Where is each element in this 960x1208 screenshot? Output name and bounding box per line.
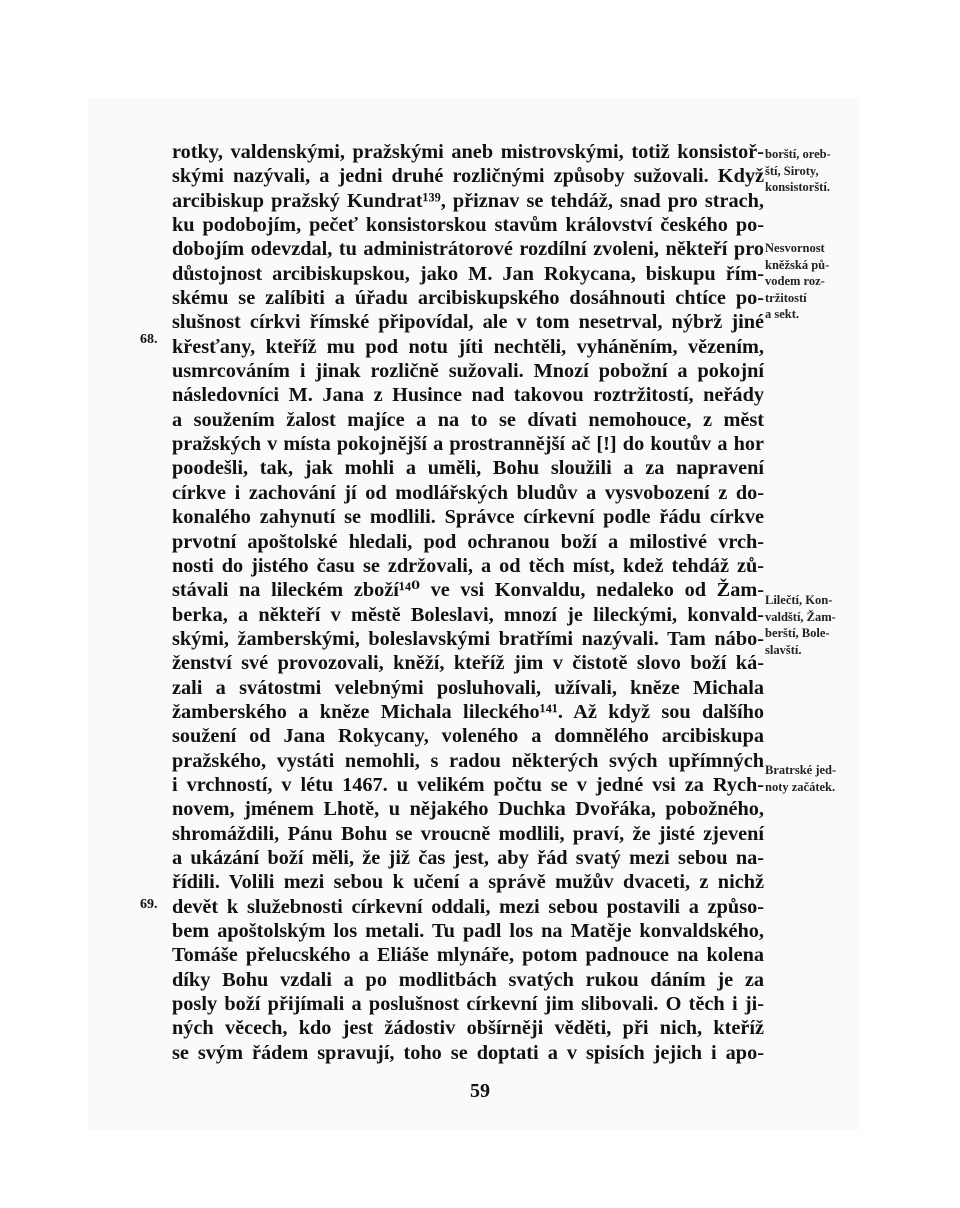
text-line: bem apoštolským los metali. Tu padl los na Matěje konvaldského,	[172, 920, 764, 942]
margin-note-line: Bratrské jed-	[765, 763, 837, 777]
text-line: skými, žamberskými, boleslavskými bratřími nazývali. Tam nábo-	[172, 627, 764, 650]
margin-note-line: konsistorští.	[765, 180, 830, 194]
text-line: dobojím odevzdal, tu administrátorové rozdílní zvoleni, někteří pro	[172, 238, 764, 261]
text-line: zali a svátostmi velebnými posluhovali, užívali, kněze Michala	[172, 676, 764, 699]
text-line: a ukázání boží měli, že již čas jest, aby řád svatý mezi sebou na-	[172, 846, 764, 869]
margin-note-line: slavští.	[765, 642, 802, 657]
text-line: soužení od Jana Rokycany, voleného a domnělého arcibiskupa	[172, 725, 764, 748]
text-line: ženství své provozovali, kněží, kteříž jim v čistotě slovo boží ká-	[172, 652, 764, 675]
text-line: rotky, valdenskými, pražskými aneb mistrovskými, totiž konsistoř-	[172, 141, 764, 163]
text-line: berka, a někteří v městě Boleslavi, mnozí je lileckými, konvald-	[172, 603, 764, 626]
text-line: devět k služebnosti církevní oddali, mezi sebou postavili a způso-	[172, 895, 764, 918]
margin-note-4	[765, 762, 865, 795]
margin-note-line: tržitostí	[765, 290, 807, 305]
margin-note-3	[765, 592, 865, 658]
text-line: konalého zahynutí se modlili. Správce církevní podle řádu církve	[172, 506, 764, 529]
text-line: arcibiskup pražský Kundrat¹³⁹, přiznav se tehdáž, snad pro strach,	[172, 189, 764, 212]
margin-note-line: vodem roz-	[765, 274, 825, 288]
margin-note-line: noty začátek.	[765, 779, 836, 794]
text-line: posly boží přijímali a poslušnost církevní jim slibovali. O těch i ji-	[172, 993, 764, 1016]
text-line: pražských v místa pokojnější a prostrannější ač [!] do koutův a hor	[172, 433, 764, 456]
text-line: se svým řádem spravují, toho se doptati a v spisích jejich i apo-	[172, 1041, 764, 1064]
margin-note-1	[765, 146, 865, 196]
text-line: žamberského a kněze Michala lileckého¹⁴¹. Až když sou dalšího	[172, 700, 764, 723]
text-line: řídili. Volili mezi sebou k učení a správě mužův dvaceti, z nichž	[172, 871, 764, 894]
text-line: Tomáše přelucského a Eliáše mlynáře, potom padnouce na kolena	[172, 944, 764, 967]
text-line: slušnost církvi římské připovídal, ale v tom nesetrval, nýbrž jiné	[172, 311, 764, 334]
text-line: důstojnost arcibiskupskou, jako M. Jan Rokycana, biskupu řím-	[172, 262, 764, 285]
margin-note-2	[765, 240, 865, 323]
margin-number-69: 69.	[140, 897, 158, 912]
text-line: shromáždili, Pánu Bohu se vroucně modlili, praví, že jisté zjevení	[172, 822, 764, 845]
text-line: stávali na lileckém zboží¹⁴⁰ ve vsi Konvaldu, nedaleko od Žam-	[172, 579, 764, 602]
text-line: a soužením žalost majíce a na to se dívati nemohouce, z měst	[172, 408, 764, 431]
margin-note-line: Nesvornost	[765, 241, 825, 255]
text-line: pražského, vystáti nemohli, s radou některých svých upřímných	[172, 749, 764, 772]
text-line: skému se zalíbiti a úřadu arcibiskupského dosáhnouti chtíce po-	[172, 287, 764, 310]
text-line: nosti do jistého času se zdržovali, a od těch míst, kdež tehdáž zů-	[172, 554, 764, 577]
page-number: 59	[470, 1080, 490, 1102]
text-line: poodešli, tak, jak mohli a uměli, Bohu sloužili a za napravení	[172, 457, 764, 480]
text-line: i vrchností, v létu 1467. u velikém počtu se v jedné vsi za Rych-	[172, 773, 764, 796]
text-line: skými nazývali, a jedni druhé rozličnými způsoby sužovali. Když	[172, 165, 764, 188]
margin-note-line: Lilečtí, Kon-	[765, 593, 833, 607]
text-line: církve i zachování jí od modlářských bludův a vysvobození z do-	[172, 481, 764, 504]
margin-note-line: kněžská pů-	[765, 257, 830, 272]
text-line: prvotní apoštolské hledali, pod ochranou boží a milostivé vrch-	[172, 530, 764, 553]
body-text	[172, 140, 764, 1065]
text-line: ku podobojím, pečeť konsistorskou stavům království českého po-	[172, 214, 764, 237]
margin-number-68: 68.	[140, 332, 158, 347]
margin-note-line: ští, Siroty,	[765, 163, 819, 178]
margin-note-line: valdští, Žam-	[765, 609, 836, 624]
margin-note-line: borští, oreb-	[765, 147, 831, 161]
text-line: novem, jménem Lhotě, u nějakého Duchka Dvořáka, pobožného,	[172, 798, 764, 821]
text-line: ných věcech, kdo jest žádostiv obšírněji věděti, při nich, kteříž	[172, 1017, 764, 1040]
margin-note-line: berští, Bole-	[765, 626, 830, 640]
margin-note-line: a sekt.	[765, 307, 800, 321]
text-line: následovníci M. Jana z Husince nad takovou roztržitostí, neřády	[172, 384, 764, 407]
text-line: křesťany, kteříž mu pod notu jíti nechtěli, vyháněním, vězením,	[172, 335, 764, 358]
text-line: díky Bohu vzdali a po modlitbách svatých rukou dáním je za	[172, 968, 764, 991]
text-line: usmrcováním i jinak rozličně sužovali. Mnozí pobožní a pokojní	[172, 360, 764, 383]
